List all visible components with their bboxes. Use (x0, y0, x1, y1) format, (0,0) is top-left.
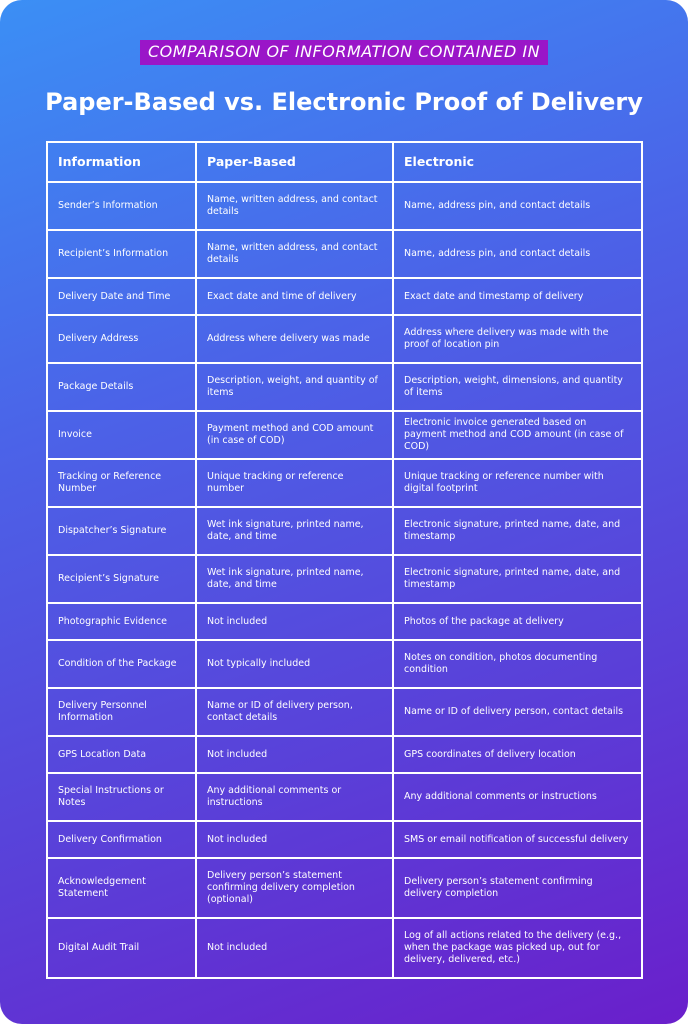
cell-electronic: Address where delivery was made with the proof of location pin (393, 315, 642, 363)
cell-information: Delivery Personnel Information (47, 688, 196, 736)
table-row (47, 230, 642, 278)
cell-information: Recipient’s Signature (47, 555, 196, 603)
cell-information: Delivery Confirmation (47, 821, 196, 858)
table-row (47, 736, 642, 773)
header-paper-based: Paper-Based (196, 142, 393, 182)
cell-paper-based: Payment method and COD amount (in case of COD) (196, 411, 393, 459)
cell-electronic: Electronic signature, printed name, date, and timestamp (393, 507, 642, 555)
cell-information: Condition of the Package (47, 640, 196, 688)
cell-electronic: Unique tracking or reference number with digital footprint (393, 459, 642, 507)
cell-information: Recipient’s Information (47, 230, 196, 278)
table-row (47, 773, 642, 821)
cell-paper-based: Wet ink signature, printed name, date, and time (196, 555, 393, 603)
cell-electronic: Exact date and timestamp of delivery (393, 278, 642, 315)
cell-paper-based: Name or ID of delivery person, contact details (196, 688, 393, 736)
cell-information: Digital Audit Trail (47, 918, 196, 978)
cell-information: Tracking or Reference Number (47, 459, 196, 507)
table-row (47, 363, 642, 411)
comparison-table (46, 141, 643, 979)
cell-electronic: Photos of the package at delivery (393, 603, 642, 640)
cell-information: Sender’s Information (47, 182, 196, 230)
cell-paper-based: Unique tracking or reference number (196, 459, 393, 507)
table-row (47, 315, 642, 363)
header-information: Information (47, 142, 196, 182)
cell-paper-based: Description, weight, and quantity of items (196, 363, 393, 411)
cell-information: GPS Location Data (47, 736, 196, 773)
cell-electronic: SMS or email notification of successful delivery (393, 821, 642, 858)
cell-electronic: Electronic signature, printed name, date, and timestamp (393, 555, 642, 603)
cell-paper-based: Delivery person’s statement confirming delivery completion (optional) (196, 858, 393, 918)
page-title: Paper-Based vs. Electronic Proof of Delivery (45, 88, 643, 116)
cell-paper-based: Address where delivery was made (196, 315, 393, 363)
cell-electronic: Delivery person’s statement confirming delivery completion (393, 858, 642, 918)
table-row (47, 507, 642, 555)
cell-electronic: Name, address pin, and contact details (393, 182, 642, 230)
table-row (47, 821, 642, 858)
table-body (47, 182, 642, 978)
table-row (47, 688, 642, 736)
table-row (47, 858, 642, 918)
cell-electronic: GPS coordinates of delivery location (393, 736, 642, 773)
cell-information: Delivery Date and Time (47, 278, 196, 315)
table-row (47, 555, 642, 603)
cell-paper-based: Not included (196, 918, 393, 978)
cell-electronic: Any additional comments or instructions (393, 773, 642, 821)
cell-paper-based: Not included (196, 603, 393, 640)
cell-paper-based: Not included (196, 736, 393, 773)
cell-paper-based: Name, written address, and contact details (196, 230, 393, 278)
table-row (47, 640, 642, 688)
cell-paper-based: Any additional comments or instructions (196, 773, 393, 821)
cell-paper-based: Exact date and time of delivery (196, 278, 393, 315)
table-row (47, 459, 642, 507)
cell-electronic: Notes on condition, photos documenting condition (393, 640, 642, 688)
cell-information: Special Instructions or Notes (47, 773, 196, 821)
subtitle-banner: COMPARISON OF INFORMATION CONTAINED IN (140, 40, 548, 65)
table-row (47, 411, 642, 459)
cell-electronic: Log of all actions related to the delivery (e.g., when the package was picked up, out for delivery, delivered, etc.) (393, 918, 642, 978)
table-row (47, 603, 642, 640)
cell-information: Invoice (47, 411, 196, 459)
table-row (47, 278, 642, 315)
subtitle-wrap (0, 40, 688, 65)
cell-information: Photographic Evidence (47, 603, 196, 640)
cell-paper-based: Name, written address, and contact details (196, 182, 393, 230)
cell-electronic: Electronic invoice generated based on payment method and COD amount (in case of COD) (393, 411, 642, 459)
table-header-row (47, 142, 642, 182)
cell-information: Package Details (47, 363, 196, 411)
cell-paper-based: Not typically included (196, 640, 393, 688)
cell-paper-based: Not included (196, 821, 393, 858)
table-row (47, 182, 642, 230)
cell-paper-based: Wet ink signature, printed name, date, and time (196, 507, 393, 555)
cell-electronic: Name or ID of delivery person, contact details (393, 688, 642, 736)
header-electronic: Electronic (393, 142, 642, 182)
cell-information: Delivery Address (47, 315, 196, 363)
cell-electronic: Description, weight, dimensions, and quantity of items (393, 363, 642, 411)
cell-information: Dispatcher’s Signature (47, 507, 196, 555)
cell-electronic: Name, address pin, and contact details (393, 230, 642, 278)
table-row (47, 918, 642, 978)
cell-information: Acknowledgement Statement (47, 858, 196, 918)
